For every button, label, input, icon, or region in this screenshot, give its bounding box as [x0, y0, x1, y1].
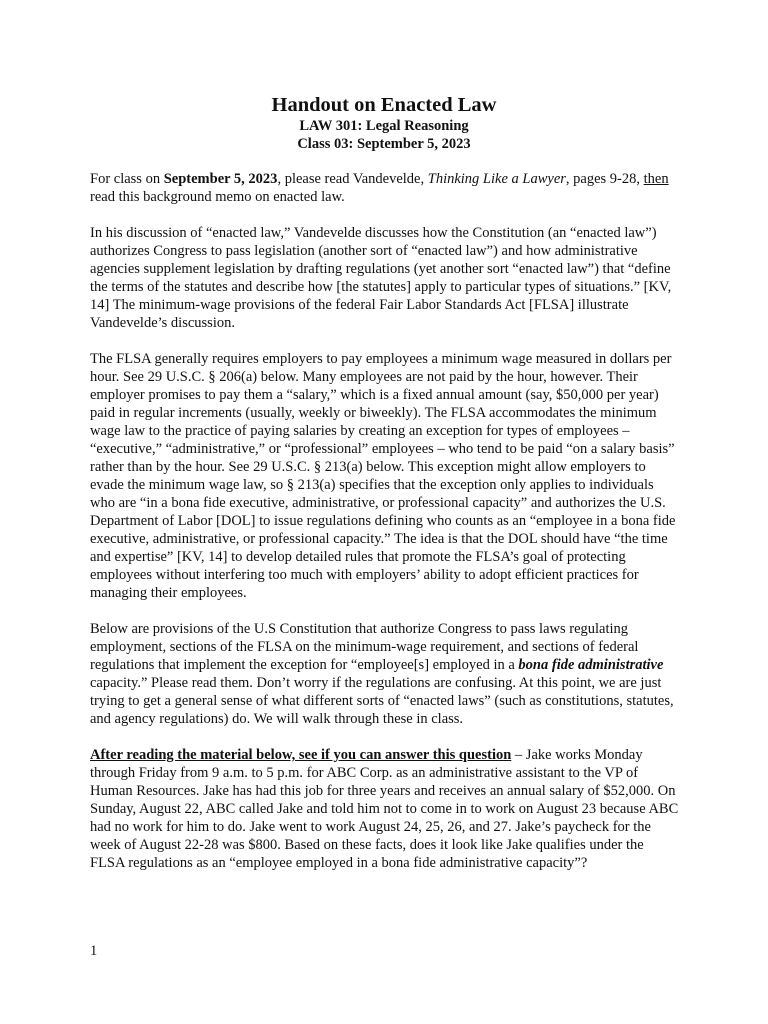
document-header	[0, 93, 768, 153]
paragraph-reading-assignment: For class on September 5, 2023, please read Vandevelde, Thinking Like a Lawyer, pages 9-28, then read this background memo on enacted law.	[90, 171, 669, 205]
bona-fide-emphasis: bona fide administrative	[518, 657, 664, 673]
document-body	[90, 170, 680, 890]
paragraph-question: After reading the material below, see if you can answer this question – Jake works Monday through Friday from 9 a.m. to 5 p.m. for ABC Corp. as an administrative assistant to the VP of Human Resources. Jake has had this job for three years and receives an annual salary of $52,000. On Sunday, August 22, ABC called Jake and told him not to come in to work on August 23 because ABC had no work for him to do. Jake went to work August 24, 25, 26, and 27. Jake’s paycheck for the week of August 22-28 was $800. Based on these facts, does it look like Jake qualifies under the FLSA regulations as an “employee employed in a bona fide administrative capacity”?	[90, 747, 679, 871]
class-date: Class 03: September 5, 2023	[297, 136, 471, 152]
paragraph-provisions: Below are provisions of the U.S Constitution that authorize Congress to pass laws regulating employment, sections of the FLSA on the minimum-wage requirement, and sections of federal regulations that implement the exception for “employee[s] employed in a bona fide administrative capacity.” Please read them. Don’t worry if the regulations are confusing. At this point, we are just trying to get a general sense of what different sorts of “enacted laws” (such as constitutions, statutes, and agency regulations) do. We will walk through these in class.	[90, 621, 674, 727]
book-title: Thinking Like a Lawyer	[427, 171, 566, 187]
document-title: Handout on Enacted Law	[271, 94, 497, 116]
page-number: 1	[90, 943, 98, 959]
paragraph-enacted-law: In his discussion of “enacted law,” Vandevelde discusses how the Constitution (an “enacted law”) authorizes Congress to pass legislation (another sort of “enacted law”) and how administrative agencies supplement legislation by drafting regulations (yet another sort “enacted law”) that “define the terms of the statutes and describe how [the statutes] apply to particular types of situations.” [KV, 14] The minimum-wage provisions of the federal Fair Labor Standards Act [FLSA] illustrate Vandevelde’s discussion.	[90, 225, 672, 331]
paragraph-flsa: The FLSA generally requires employers to pay employees a minimum wage measured in dollars per hour. See 29 U.S.C. § 206(a) below. Many employees are not paid by the hour, however. Their employer promises to pay them a “salary,” which is a fixed annual amount (say, $50,000 per year) paid in regular increments (usually, weekly or biweekly). The FLSA accommodates the minimum wage law to the practice of paying salaries by creating an exception for types of employees – “executive,” “administrative,” or “professional” employees – who tend to be paid “on a salary basis” rather than by the hour. See 29 U.S.C. § 213(a) below. This exception might allow employers to evade the minimum wage law, so § 213(a) specifies that the exception only applies to individuals who are “in a bona fide executive, administrative, or professional capacity” and authorizes the U.S. Department of Labor [DOL] to issue regulations defining who counts as an “employee in a bona fide executive, administrative, or professional capacity.” The idea is that the DOL should have “the time and expertise” [KV, 14] to develop detailed rules that promote the FLSA’s goal of protecting employees without interfering too much with employers’ ability to adopt efficient practices for managing their employees.	[90, 351, 676, 601]
question-lead: After reading the material below, see if you can answer this question	[90, 747, 512, 763]
course-name: LAW 301: Legal Reasoning	[299, 118, 469, 134]
assignment-date: September 5, 2023	[163, 171, 278, 187]
underlined-then: then	[643, 171, 669, 187]
